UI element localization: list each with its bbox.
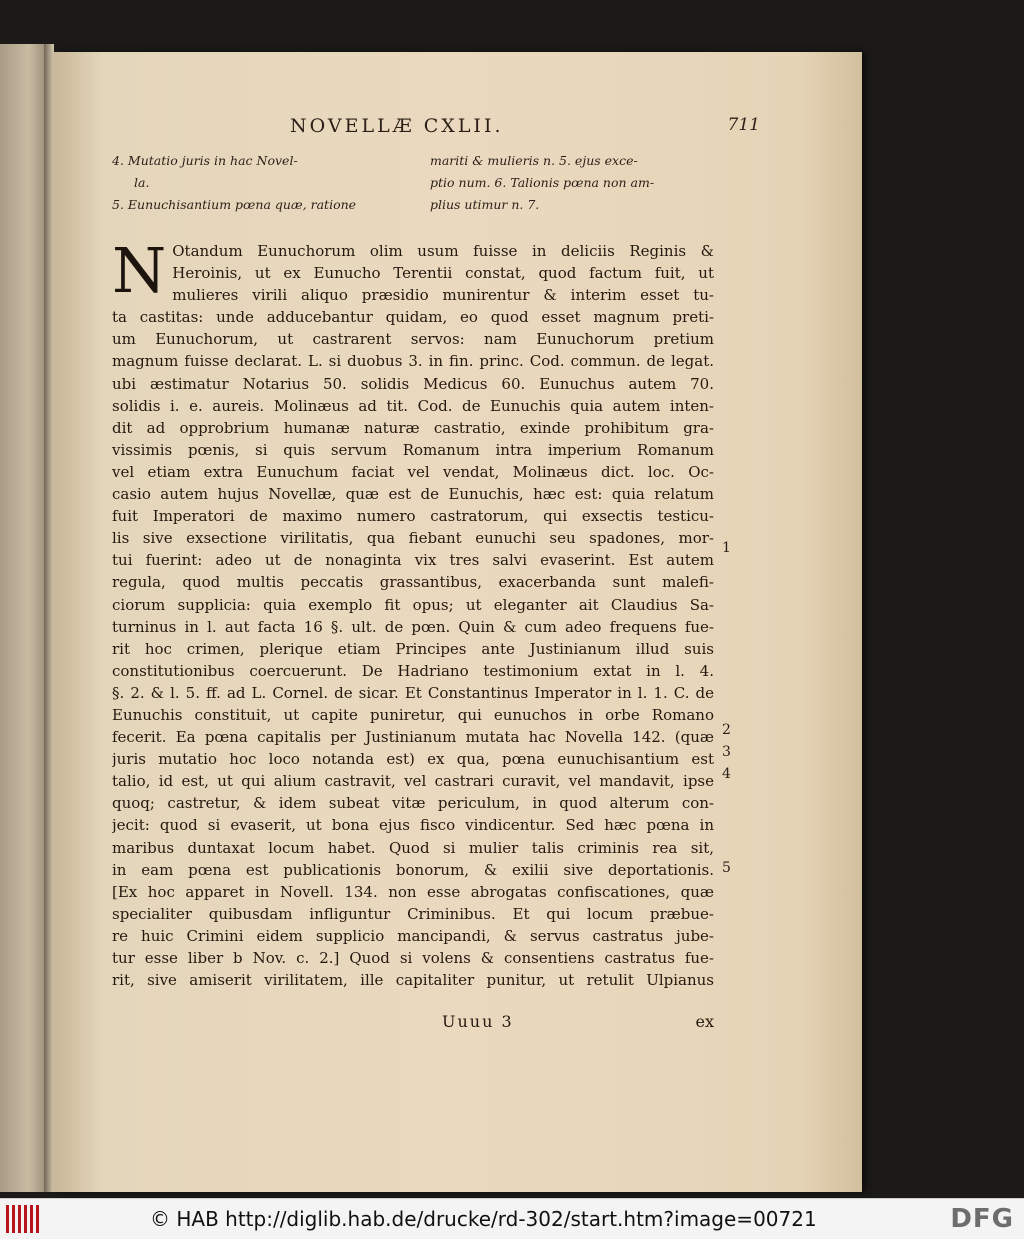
text-line: vel etiam extra Eunuchum faciat vel vendat, Molinæus dict. loc. Oc- [112,462,714,481]
text-line: Otandum Eunuchorum olim usum fuisse in deliciis Reginis & [172,242,714,260]
text-line: constitutionibus coercuerunt. De Hadriano testimonium extat in l. 4. [112,661,714,680]
chapter-summary [112,150,712,222]
margin-notes [722,240,752,900]
book-gutter [44,44,54,1192]
text-line: casio autem hujus Novellæ, quæ est de Eunuchis, hæc est: quia relatum [112,485,714,504]
text-line: Heroinis, ut ex Eunucho Terentii constat, quod factum fuit, ut [172,264,714,283]
summary-item: la. [134,175,150,190]
text-line: §. 2. & l. 5. ff. ad L. Cornel. de sicar. Et Constantinus Imperator in l. 1. C. de [112,683,714,702]
summary-right-column [430,150,720,216]
text-line: juris mutatio hoc loco notanda est) ex qua, pœna eunuchisantium est [112,750,714,769]
text-line: [Ex hoc apparet in Novell. 134. non esse abrogatas confiscationes, quæ [112,882,714,901]
signature-mark: Uuuu 3 [442,1012,514,1031]
text-line: um Eunuchorum, ut castrarent servos: nam Eunuchorum pretium [112,330,714,349]
text-line: magnum fuisse declarat. L. si duobus 3. in fin. princ. Cod. commun. de legat. [112,352,714,371]
margin-note: 3 [722,744,731,760]
page-number: 711 [727,115,760,135]
drop-cap: N [112,234,167,307]
text-line: fecerit. Ea pœna capitalis per Justinianum mutata hac Novella 142. (quæ [112,728,714,747]
text-line: mulieres virili aliquo præsidio munirentur & interim esset tu- [172,286,714,305]
text-line: rit hoc crimen, plerique etiam Principes ante Justinianum illud suis [112,639,714,658]
text-line: lis sive exsectione virilitatis, qua fiebant eunuchi seu spadones, mor- [112,529,714,548]
text-line: turninus in l. aut facta 16 §. ult. de pœn. Quin & cum adeo frequens fue- [112,617,714,636]
credit-link[interactable]: © HAB http://diglib.hab.de/drucke/rd-302/start.htm?image=00721 [150,1207,817,1231]
margin-note: 5 [722,860,731,876]
hab-logo-icon [6,1205,42,1233]
text-line: solidis i. e. aureis. Molinæus ad tit. Cod. de Eunuchis quia autem inten- [112,396,714,415]
text-line: rit, sive amiserit virilitatem, ille capitaliter punitur, ut retulit Ulpianus [112,971,714,990]
margin-note: 1 [722,540,731,556]
summary-item: mariti & mulieris n. 5. ejus exce- [430,153,638,168]
text-line: vissimis pœnis, si quis servum Romanum intra imperium Romanum [112,440,714,459]
text-line: ubi æstimatur Notarius 50. solidis Medicus 60. Eunuchus autem 70. [112,374,714,393]
running-title: NOVELLÆ CXLII. [290,115,504,137]
text-line: fuit Imperatori de maximo numero castratorum, qui exsectis testicu- [112,507,714,526]
text-line: Eunuchis constituit, ut capite puniretur, qui eunuchos in orbe Romano [112,705,714,724]
text-line: ta castitas: unde adducebantur quidam, eo quod esset magnum preti- [112,308,714,327]
margin-note: 2 [722,722,731,738]
summary-item: 4. Mutatio juris in hac Novel- [112,153,298,168]
dfg-logo: DFG [950,1204,1014,1234]
summary-item: 5. Eunuchisantium pœna quæ, ratione [112,197,357,212]
text-line: regula, quod multis peccatis grassantibus, exacerbanda sunt malefi- [112,573,714,592]
summary-item: ptio num. 6. Talionis pœna non am- [430,175,655,190]
text-line: jecit: quod si evaserit, ut bona ejus fisco vindicentur. Sed hæc pœna in [112,816,714,835]
text-line: dit ad opprobrium humanæ naturæ castratio, exinde prohibitum gra- [112,418,714,437]
text-line: maribus duntaxat locum habet. Quod si mulier talis criminis rea sit, [112,838,714,857]
summary-item: plius utimur n. 7. [430,197,540,212]
text-line: tur esse liber b Nov. c. 2.] Quod si volens & consentiens castratus fue- [112,949,714,967]
margin-note: 4 [722,766,731,782]
text-line: ciorum supplicia: quia exemplo fit opus; ut eleganter ait Claudius Sa- [112,595,714,614]
text-line: specialiter quibusdam infliguntur Criminibus. Et qui locum præbue- [112,904,714,923]
page-footer [112,1012,714,1042]
text-line: tui fuerint: adeo ut de nonaginta vix tres salvi evaserint. Est autem [112,551,714,570]
page-header [290,115,760,145]
text-line: in eam pœna est publicationis bonorum, & exilii sive deportationis. [112,860,714,879]
body-text [112,234,714,1030]
text-line: talio, id est, ut qui alium castravit, vel castrari curavit, vel mandavit, ipse [112,772,714,791]
summary-left-column [112,150,402,216]
credit-bar [0,1198,1024,1239]
text-line: quoq; castretur, & idem subeat vitæ periculum, in quod alterum con- [112,794,714,813]
catchword: ex [695,1012,714,1031]
text-line: re huic Crimini eidem supplicio mancipandi, & servus castratus jube- [112,926,714,945]
